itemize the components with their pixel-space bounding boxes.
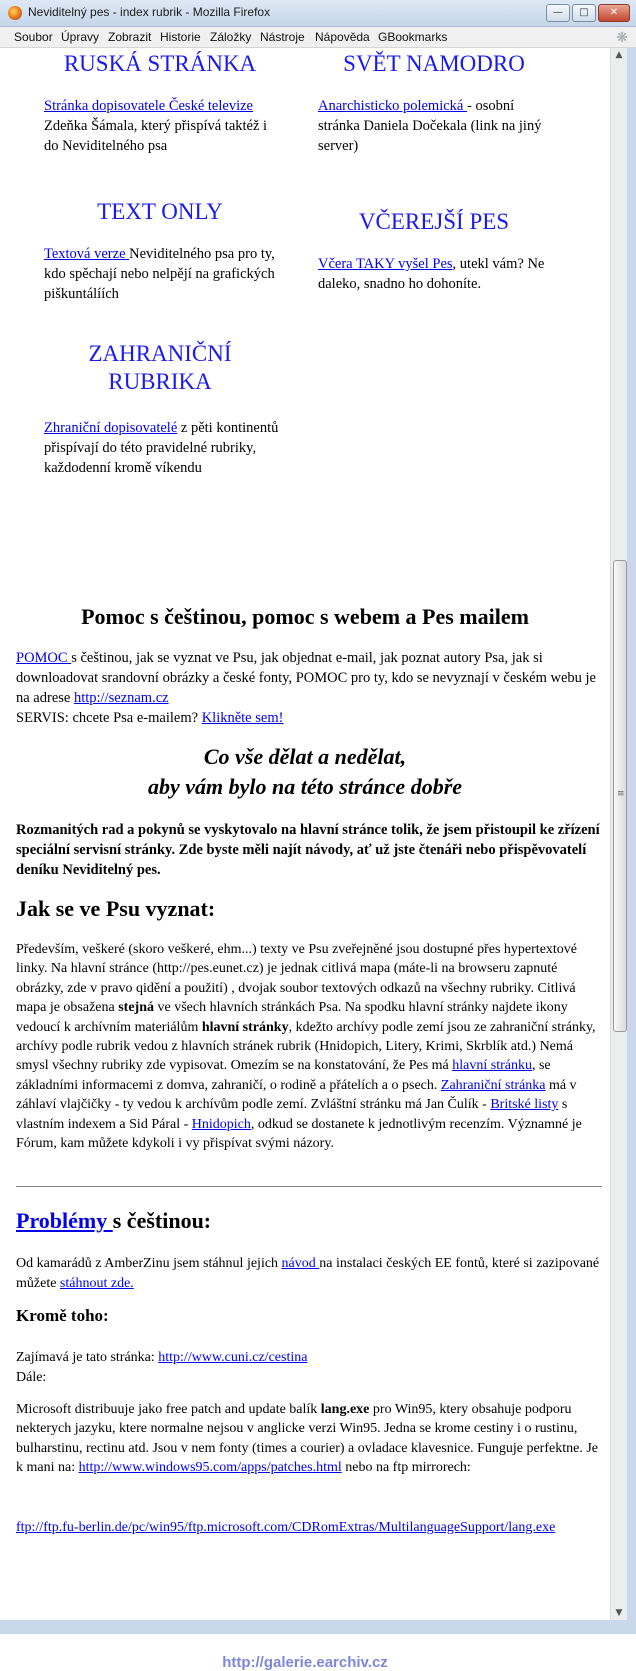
window-frame-bottom — [0, 1620, 636, 1634]
problemy-heading-rest: s češtinou: — [112, 1208, 212, 1233]
problemy-text-1: Od kamarádů z AmberZinu jsem stáhnul jejich — [16, 1256, 282, 1271]
jak-text-6: s vlastním indexem a Sid Páral - — [16, 1097, 568, 1132]
co-vse-heading — [0, 742, 610, 802]
problemy-text-2: na instalaci českých EE fontů, které si zazipované můžete — [16, 1256, 600, 1291]
grip-icon: ≡ — [617, 789, 625, 799]
microsoft-text-2: pro Win95, ktery obsahuje podporu nekterych jazyku, ktere normalne nejsou v anglicke verzi Win95. Jedna se krome cestiny i o rustinu, bulharstinu, rectinu atd. Jsou v nem fonty (times a courier) a ovladace klavesnice. Funguje perfektne. Je k mani na: — [16, 1402, 598, 1476]
help-paragraph — [16, 648, 604, 728]
minimize-icon[interactable]: — — [546, 4, 570, 22]
zahranicni-link[interactable]: Zhraniční dopisovatelé — [44, 420, 178, 436]
section-svet-text — [318, 96, 558, 156]
britske-listy-link[interactable]: Britské listy — [490, 1097, 559, 1113]
zahranicni-title-line2: RUBRIKA — [108, 369, 212, 394]
microsoft-paragraph — [16, 1400, 604, 1478]
jak-text-1: Především, veškeré (skoro veškeré, ehm...) texty ve Psu zveřejněné jsou dostupné přes hypertextové linky. Na hlavní stránce (http://pes.eunet.cz) je jednak citlivá mapa (máte-li na browseru zapnuté obrázky, zde v pravo qidění a použití) , dvojak soubor textových odkazů na všechny rubriky. Citlivá mapa je obsažena — [16, 942, 578, 1016]
co-vse-line2: aby vám bylo na této stránce dobře — [147, 774, 463, 799]
jak-paragraph — [16, 940, 604, 1153]
jak-text-3: , kdežto archívy podle zemí jsou ze zahraniční stránky, archívy podle rubrik vedou z hlavních stránek rubrik (Hnidopich, Litery, Krimi, Skrblík atd.) Nemá smysl všechny rubriky zde vypisovat. Omezím se na konstatování, že Pes má — [16, 1019, 596, 1074]
jak-bold-1: stejná — [118, 1000, 155, 1016]
jak-text-5: má v záhlaví vlajčičky - ty vedou k archívům podle zemí. Zvláštní stránku má Jan Čulík - — [16, 1077, 577, 1113]
textonly-link[interactable]: Textová verze — [44, 246, 130, 262]
scroll-thumb[interactable] — [613, 560, 627, 1032]
ruska-link[interactable]: Stránka dopisovatele České televize — [44, 98, 253, 114]
close-icon[interactable]: ✕ — [598, 4, 630, 22]
menu-napoveda[interactable]: Nápověda — [315, 30, 370, 44]
vcerejsi-desc: , utekl vám? Ne daleko, snadno ho dohoníte. — [318, 256, 545, 292]
jak-text-4: , se základními informacemi z domva, zahraničí, o rodině a přátelích a o psech. — [16, 1058, 551, 1093]
ruska-desc: Zdeňka Šámala, který přispívá taktéž i do Neviditelného psa — [44, 118, 268, 154]
zahranicni-desc: z pěti kontinentů přispívají do této pravidelné rubriky, každodenní kromě víkendu — [44, 420, 279, 476]
windows95-link[interactable]: http://www.windows95.com/apps/patches.html — [78, 1460, 342, 1476]
microsoft-text-1: Microsoft distribuuje jako free patch and update balík — [16, 1402, 321, 1417]
help-heading: Pomoc s češtinou, pomoc s webem a Pes mailem — [81, 604, 529, 629]
servis-text: SERVIS: chcete Psa e-mailem? — [16, 710, 202, 726]
menu-gbookmarks[interactable]: GBookmarks — [378, 30, 448, 44]
cuni-link[interactable]: http://www.cuni.cz/cestina — [158, 1350, 308, 1365]
jak-text-2: ve všech hlavních stránkách Psa. Na spodku hlavní stránky najdete ikony vedoucí k archívním materiálům — [16, 1000, 568, 1035]
navod-link[interactable]: návod — [281, 1256, 320, 1271]
seznam-link[interactable]: http://seznam.cz — [73, 690, 169, 706]
svet-desc: - osobní stránka Daniela Dočekala (link na jiný server) — [318, 98, 542, 154]
section-title-textonly: TEXT ONLY — [97, 199, 223, 224]
menubar — [0, 27, 636, 48]
problemy-heading — [16, 1208, 211, 1234]
hlavni-stranka-link[interactable]: hlavní stránku — [452, 1058, 532, 1074]
ftp-link[interactable]: ftp://ftp.fu-berlin.de/pc/win95/ftp.microsoft.com/CDRomExtras/MultilanguageSupport/lang.exe — [16, 1520, 556, 1535]
divider — [16, 1186, 602, 1187]
hnidopich-link[interactable]: Hnidopich — [191, 1116, 251, 1132]
co-vse-line1: Co vše dělat a nedělat, — [203, 744, 407, 769]
lang-exe-bold: lang.exe — [320, 1402, 370, 1417]
section-title-vcerejsi: VČEREJŠÍ PES — [358, 209, 510, 234]
microsoft-text-3: nebo na ftp mirrorech: — [341, 1460, 471, 1476]
problemy-link[interactable]: Problémy — [16, 1208, 113, 1233]
section-title-svet: SVĚT NAMODRO — [343, 51, 525, 76]
menu-historie[interactable]: Historie — [160, 30, 201, 44]
menu-upravy[interactable]: Úpravy — [61, 30, 100, 44]
menu-zobrazit[interactable]: Zobrazit — [108, 30, 152, 44]
stahnout-link[interactable]: stáhnout zde. — [59, 1276, 134, 1291]
menu-nastroje[interactable]: Nástroje — [260, 30, 305, 44]
jak-bold-2: hlavní stránky — [201, 1019, 289, 1035]
window-titlebar — [0, 0, 636, 27]
problemy-paragraph — [16, 1254, 604, 1294]
vcerejsi-link[interactable]: Včera TAKY vyšel Pes — [318, 256, 453, 272]
page-content — [0, 48, 610, 1671]
krome-heading: Kromě toho: — [16, 1306, 109, 1325]
vertical-scrollbar[interactable] — [610, 48, 627, 1624]
textonly-desc: Neviditelného psa pro ty, kdo spěchají nebo nelpějí na grafických piškuntálíích — [44, 246, 275, 302]
section-zahranicni-text — [44, 418, 284, 478]
scroll-up-icon[interactable]: ▲ — [615, 50, 623, 60]
firefox-icon — [8, 6, 22, 20]
zahranicni-title-line1: ZAHRANIČNÍ — [88, 341, 232, 366]
svet-link[interactable]: Anarchisticko polemická — [318, 98, 467, 114]
section-title-zahranicni — [40, 340, 280, 396]
throbber-icon: ❋ — [616, 29, 628, 45]
menu-soubor[interactable]: Soubor — [14, 30, 53, 44]
pomoc-text: s češtinou, jak se vyznat ve Psu, jak objednat e-mail, jak poznat autory Psa, jak si downloadovat srandovní obrázky a české fonty, POMOC pro ty, kdo se nevyznají v českém webu je na adrese — [16, 650, 596, 706]
window-frame-right — [627, 48, 636, 1624]
intro-bold-text: Rozmanitých rad a pokynů se vyskytovalo na hlavní stránce tolik, že jsem přistoupil ke zřízení speciální servisní stránky. Zde byste měli najít návody, ať už jste čtenáři nebo přispěvovatelí deníku Neviditelný pes. — [16, 822, 600, 878]
window-title: Neviditelný pes - index rubrik - Mozilla Firefox — [28, 5, 271, 19]
section-title-ruska: RUSKÁ STRÁNKA — [63, 51, 257, 76]
ftp-line — [16, 1518, 604, 1538]
section-textonly-text — [44, 244, 284, 304]
krome-paragraph — [16, 1348, 604, 1388]
servis-link[interactable]: Klikněte sem! — [201, 710, 284, 726]
section-vcerejsi-text — [318, 254, 558, 294]
section-ruska-text — [44, 96, 284, 156]
jak-text-7: , odkud se dostanete k jednotlivým recenzím. Významné je Fórum, kam můžete kdykoli i vy přispívat svými názory. — [16, 1116, 582, 1152]
krome-text-1: Zajímavá je tato stránka: — [16, 1350, 159, 1365]
watermark: http://galerie.earchiv.cz — [222, 1654, 388, 1671]
pomoc-link[interactable]: POMOC — [16, 650, 72, 666]
maximize-icon[interactable]: □ — [572, 4, 596, 22]
krome-text-2: Dále: — [16, 1370, 47, 1385]
zahranicni-stranka-link[interactable]: Zahraniční stránka — [440, 1077, 546, 1093]
scroll-down-icon[interactable]: ▼ — [615, 1608, 623, 1618]
jak-heading: Jak se ve Psu vyznat: — [16, 896, 216, 921]
menu-zalozky[interactable]: Záložky — [210, 30, 252, 44]
